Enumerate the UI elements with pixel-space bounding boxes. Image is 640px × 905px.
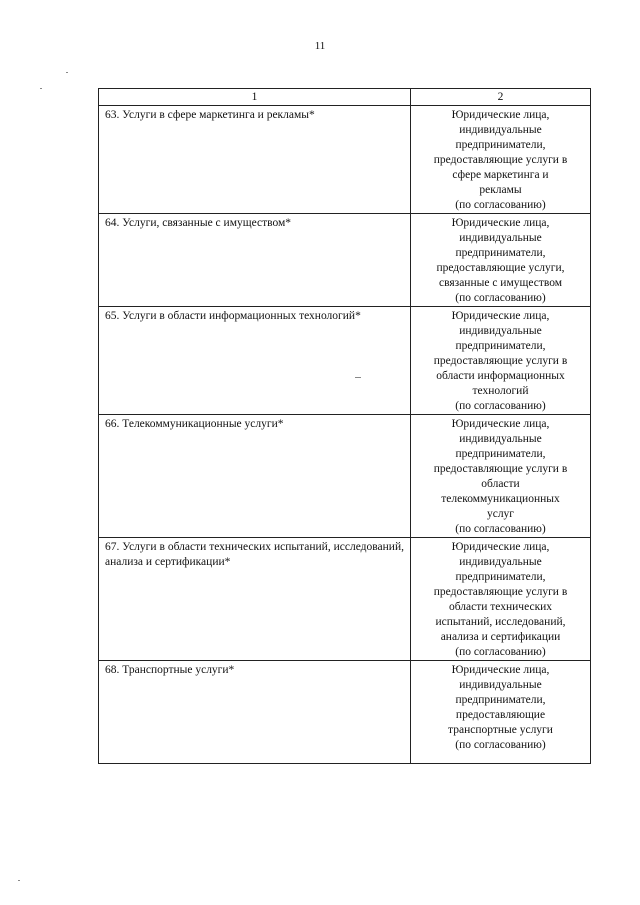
scan-speck <box>40 88 42 89</box>
page-number: 11 <box>314 40 326 52</box>
provider-line: Юридические лица, <box>451 109 550 121</box>
provider-line: испытаний, исследований, <box>435 616 566 628</box>
provider-line: сфере маркетинга и <box>452 169 549 181</box>
provider-cell <box>411 538 591 661</box>
table-row <box>99 106 591 214</box>
provider-line: анализа и сертификации <box>440 631 561 643</box>
provider-line: предоставляющие услуги, <box>436 262 565 274</box>
provider-line: рекламы <box>479 184 522 196</box>
provider-line: индивидуальные <box>459 232 542 244</box>
provider-line: Юридические лица, <box>451 664 550 676</box>
provider-cell <box>411 415 591 538</box>
provider-line: (по согласованию) <box>455 199 546 211</box>
provider-line: предоставляющие услуги в <box>433 355 568 367</box>
scan-speck <box>18 880 20 881</box>
provider-line: (по согласованию) <box>455 400 546 412</box>
provider-cell <box>411 106 591 214</box>
provider-line: Юридические лица, <box>451 217 550 229</box>
provider-line: области <box>481 478 520 490</box>
services-table <box>98 88 591 764</box>
provider-line: предоставляющие <box>455 709 546 721</box>
column-header-1: 1 <box>99 89 411 106</box>
provider-line: индивидуальные <box>459 325 542 337</box>
provider-line: (по согласованию) <box>455 523 546 535</box>
table-row <box>99 307 591 415</box>
provider-line: (по согласованию) <box>455 739 546 751</box>
table-row <box>99 661 591 764</box>
provider-line: технологий <box>472 385 529 397</box>
provider-line: транспортные услуги <box>448 724 553 736</box>
provider-line: предприниматели, <box>455 448 546 460</box>
provider-cell <box>411 307 591 415</box>
provider-line: Юридические лица, <box>451 418 550 430</box>
provider-line: (по согласованию) <box>455 646 546 658</box>
service-cell: 64. Услуги, связанные с имуществом* <box>99 214 411 307</box>
provider-line: предоставляющие услуги в <box>433 586 568 598</box>
provider-line: индивидуальные <box>459 679 542 691</box>
scan-speck <box>355 377 361 378</box>
provider-line: услуг <box>486 508 515 520</box>
provider-line: предприниматели, <box>455 139 546 151</box>
provider-line: предоставляющие услуги в <box>433 154 568 166</box>
provider-line: индивидуальные <box>459 556 542 568</box>
table-header-row <box>99 89 591 106</box>
service-cell: 63. Услуги в сфере маркетинга и рекламы* <box>99 106 411 214</box>
provider-cell <box>411 214 591 307</box>
provider-line: индивидуальные <box>459 433 542 445</box>
provider-line: телекоммуникационных <box>441 493 560 505</box>
column-header-2: 2 <box>411 89 591 106</box>
provider-line: предприниматели, <box>455 694 546 706</box>
provider-line: Юридические лица, <box>451 541 550 553</box>
provider-line: области информационных <box>436 370 565 382</box>
provider-line: области технических <box>448 601 553 613</box>
service-cell: 66. Телекоммуникационные услуги* <box>99 415 411 538</box>
table-row <box>99 538 591 661</box>
table-row <box>99 214 591 307</box>
provider-line: индивидуальные <box>459 124 542 136</box>
provider-line: предприниматели, <box>455 247 546 259</box>
provider-line: предоставляющие услуги в <box>433 463 568 475</box>
provider-line: предприниматели, <box>455 571 546 583</box>
provider-line: Юридические лица, <box>451 310 550 322</box>
provider-line: (по согласованию) <box>455 292 546 304</box>
provider-line: предприниматели, <box>455 340 546 352</box>
provider-cell <box>411 661 591 764</box>
table-row <box>99 415 591 538</box>
service-cell: 67. Услуги в области технических испытаний, исследований, анализа и сертификации* <box>99 538 411 661</box>
scan-speck <box>66 72 68 73</box>
service-cell: 65. Услуги в области информационных технологий* <box>99 307 411 415</box>
service-cell: 68. Транспортные услуги* <box>99 661 411 764</box>
provider-line: связанные с имуществом <box>438 277 563 289</box>
